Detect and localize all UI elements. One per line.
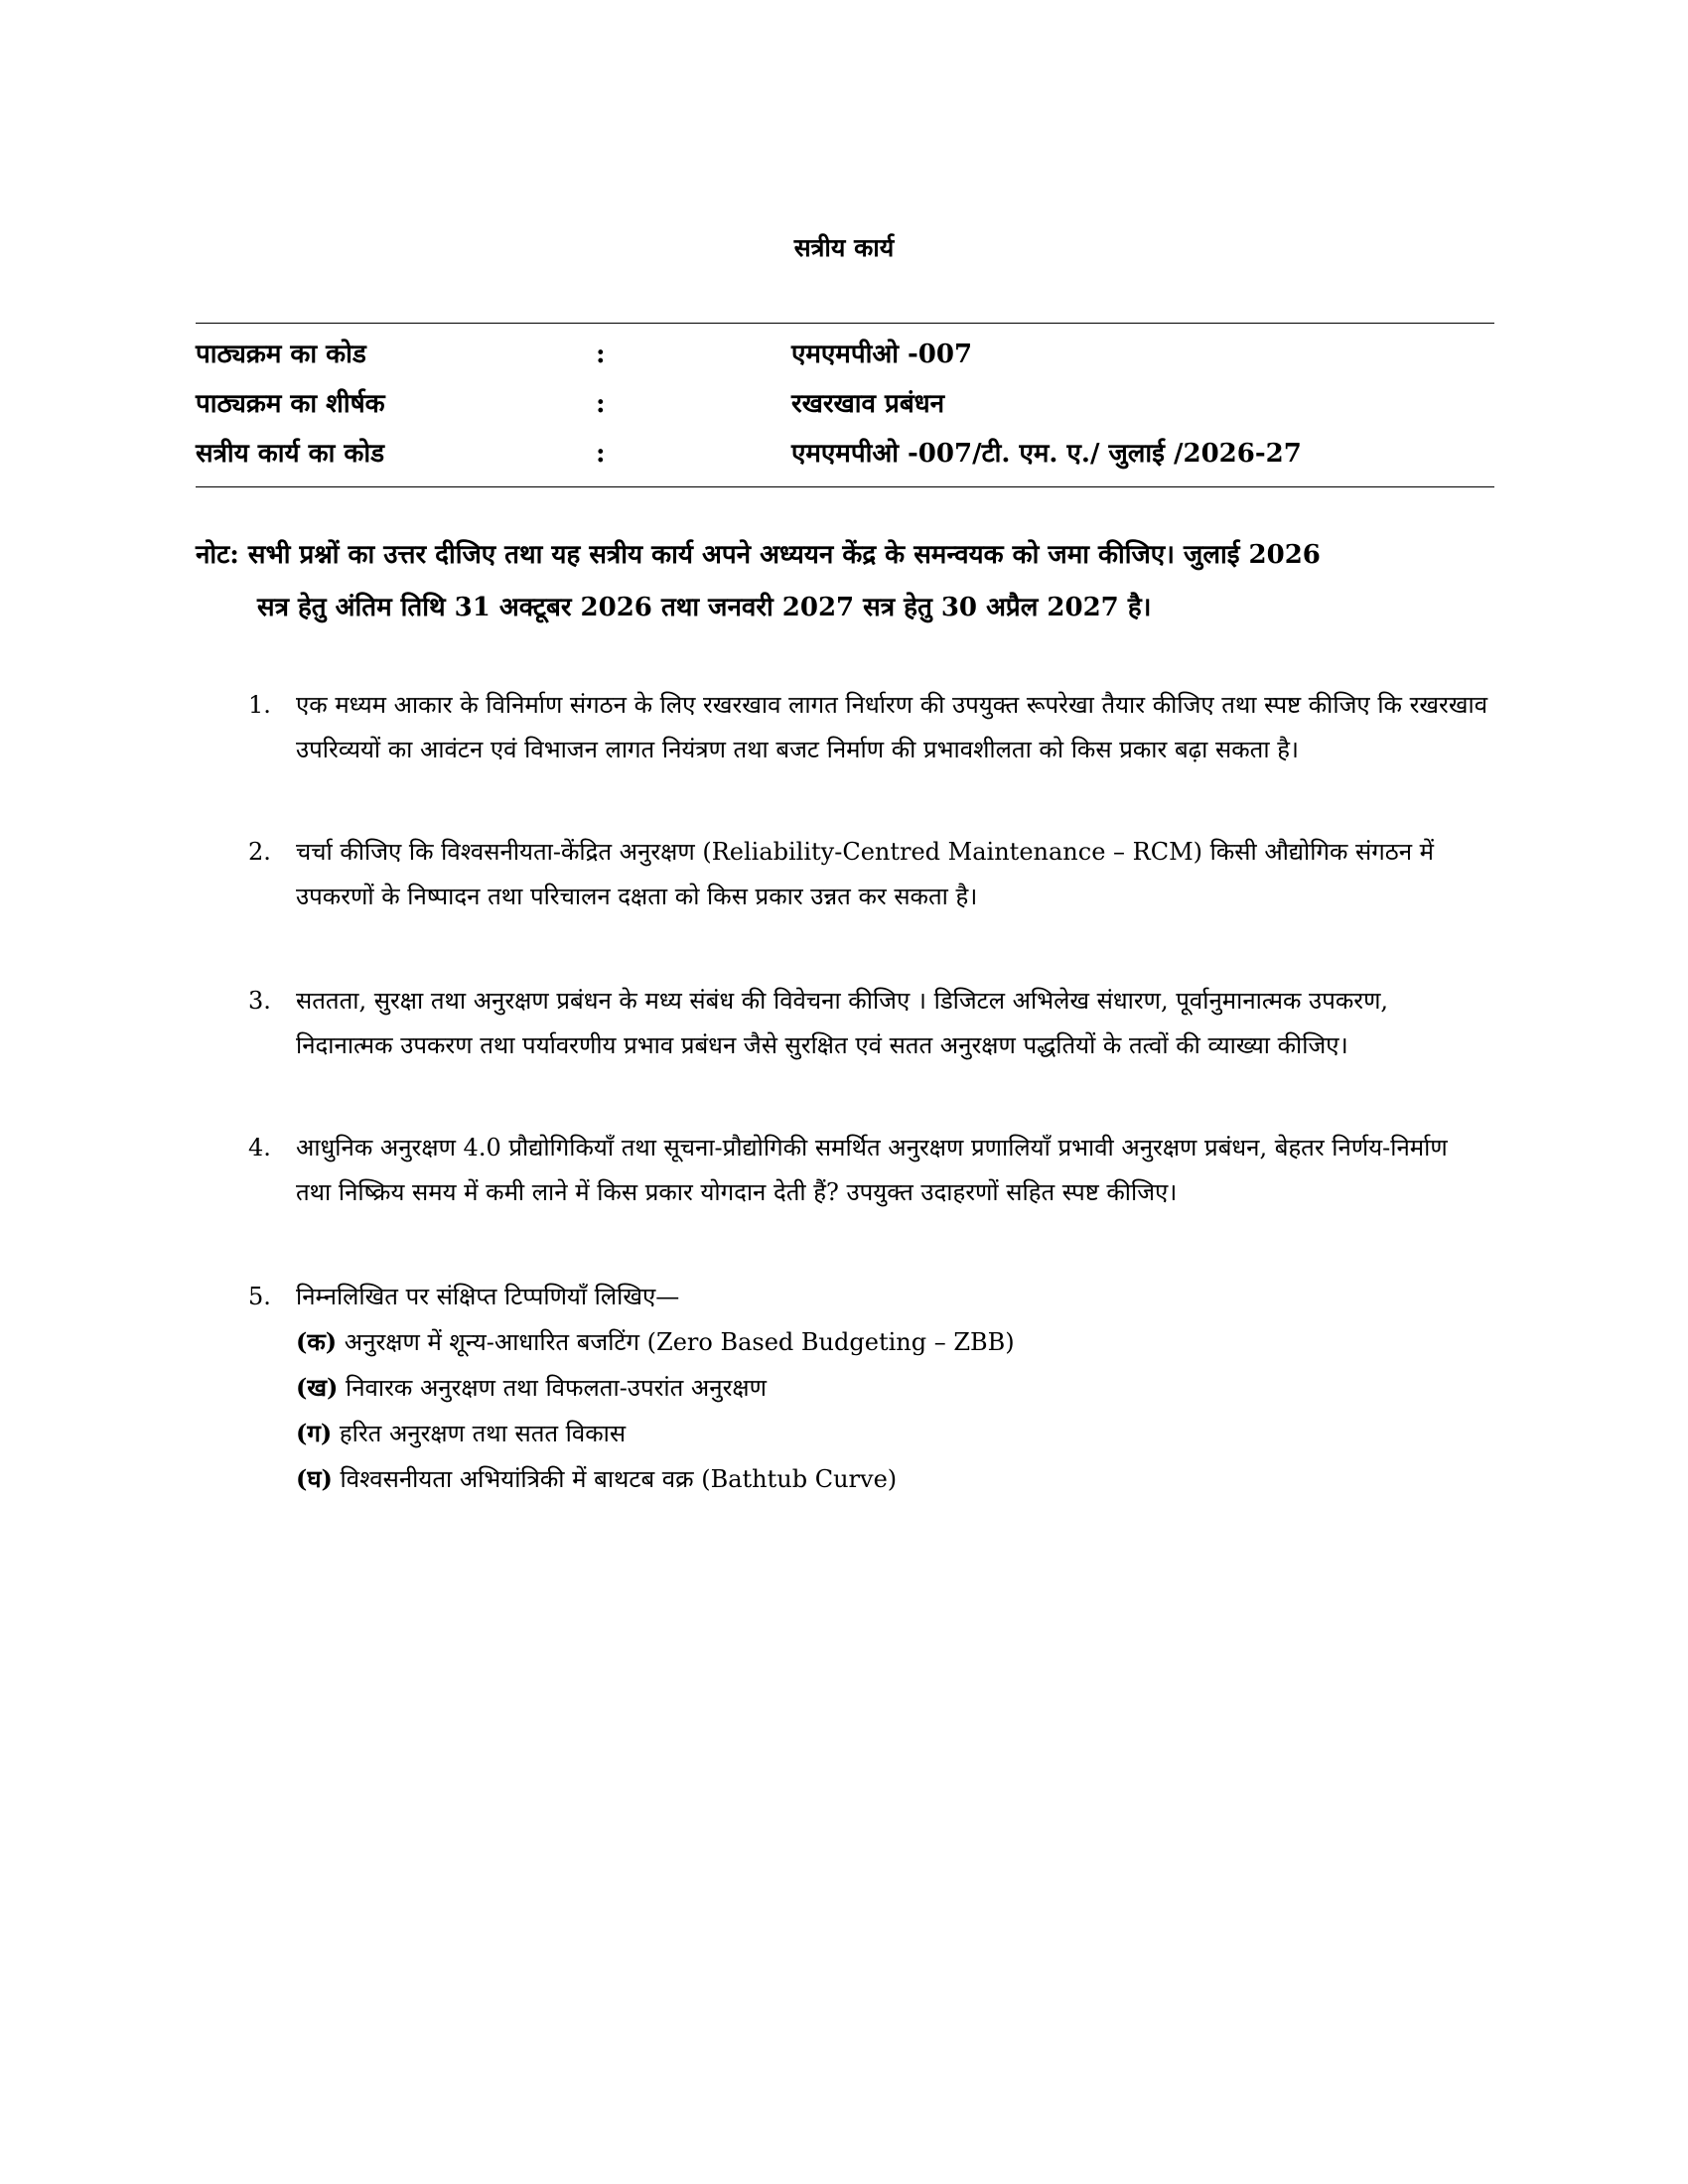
question-list: [248, 683, 1489, 1502]
question-text: आधुनिक अनुरक्षण 4.0 प्रौद्योगिकियाँ तथा सूचना-प्रौद्योगिकी समर्थित अनुरक्षण प्रणालियाँ प्रभावी अनुरक्षण प्रबंधन, बेहतर निर्णय-निर्माण तथा निष्क्रिय समय में कमी लाने में किस प्रकार योगदान देती हैं? उपयुक्त उदाहरणों सहित स्पष्ट कीजिए।: [296, 1134, 1448, 1206]
info-colon: :: [596, 439, 606, 469]
info-value: एमएमपीओ -007: [791, 340, 973, 369]
question-number: 2.: [248, 838, 271, 866]
submission-note: [196, 529, 1516, 634]
short-note-text: अनुरक्षण में शून्य-आधारित बजटिंग (Zero Based Budgeting – ZBB): [337, 1328, 1015, 1356]
short-note-marker: (ख): [296, 1373, 339, 1402]
info-label: पाठ्यक्रम का कोड: [196, 340, 366, 369]
question-number: 3.: [248, 987, 271, 1015]
short-note-item: [296, 1365, 1489, 1411]
short-note-item: [296, 1456, 1489, 1502]
question-text: निम्नलिखित पर संक्षिप्त टिप्पणियाँ लिखिए—: [296, 1283, 680, 1310]
info-row-course-title: [196, 379, 1494, 429]
short-note-marker: (घ): [296, 1464, 333, 1493]
short-note-item: [296, 1411, 1489, 1456]
info-label: पाठ्यक्रम का शीर्षक: [196, 389, 385, 419]
info-row-course-code: [196, 330, 1494, 379]
question-item: [248, 683, 1489, 772]
question-item: [248, 830, 1489, 919]
info-colon: :: [596, 389, 606, 419]
question-text: चर्चा कीजिए कि विश्वसनीयता-केंद्रित अनुरक्षण (Reliability-Centred Maintenance – RCM) किसी औद्योगिक संगठन में उपकरणों के निष्पादन तथा परिचालन दक्षता को किस प्रकार उन्नत कर सकता है।: [296, 838, 1435, 910]
short-notes-list: [296, 1319, 1489, 1502]
short-note-text: निवारक अनुरक्षण तथा विफलता-उपरांत अनुरक्षण: [338, 1374, 767, 1402]
short-note-text: विश्वसनीयता अभियांत्रिकी में बाथटब वक्र (Bathtub Curve): [332, 1465, 898, 1493]
question-text: सततता, सुरक्षा तथा अनुरक्षण प्रबंधन के मध्य संबंध की विवेचना कीजिए । डिजिटल अभिलेख संधारण, पूर्वानुमानात्मक उपकरण, निदानात्मक उपकरण तथा पर्यावरणीय प्रभाव प्रबंधन जैसे सुरक्षित एवं सतत अनुरक्षण पद्धतियों के तत्वों की व्याख्या कीजिए।: [296, 987, 1389, 1059]
short-note-marker: (क): [296, 1327, 338, 1356]
question-number: 5.: [248, 1283, 271, 1310]
info-row-assignment-code: [196, 429, 1494, 478]
question-item: [248, 979, 1489, 1068]
info-label: सत्रीय कार्य का कोड: [196, 439, 384, 469]
short-note-item: [296, 1319, 1489, 1365]
question-number: 1.: [248, 691, 271, 719]
short-note-text: हरित अनुरक्षण तथा सतत विकास: [332, 1420, 627, 1447]
question-number: 4.: [248, 1134, 271, 1161]
question-item: [248, 1275, 1489, 1502]
note-line-2: सत्र हेतु अंतिम तिथि 31 अक्टूबर 2026 तथा जनवरी 2027 सत्र हेतु 30 अप्रैल 2027 है।: [257, 593, 1152, 622]
info-colon: :: [596, 340, 606, 369]
page-title: सत्रीय कार्य: [793, 233, 895, 262]
short-note-marker: (ग): [296, 1419, 333, 1447]
info-value: रखरखाव प्रबंधन: [791, 389, 945, 419]
note-line-1: नोट: सभी प्रश्नों का उत्तर दीजिए तथा यह सत्रीय कार्य अपने अध्ययन केंद्र के समन्वयक को जमा कीजिए। जुलाई 2026: [196, 540, 1321, 570]
question-item: [248, 1126, 1489, 1215]
info-value: एमएमपीओ -007/टी. एम. ए./ जुलाई /2026-27: [791, 439, 1302, 469]
question-text: एक मध्यम आकार के विनिर्माण संगठन के लिए रखरखाव लागत निर्धारण की उपयुक्त रूपरेखा तैयार कीजिए तथा स्पष्ट कीजिए कि रखरखाव उपरिव्ययों का आवंटन एवं विभाजन लागत नियंत्रण तथा बजट निर्माण की प्रभावशीलता को किस प्रकार बढ़ा सकता है।: [296, 691, 1488, 763]
course-info-table: [196, 323, 1494, 487]
